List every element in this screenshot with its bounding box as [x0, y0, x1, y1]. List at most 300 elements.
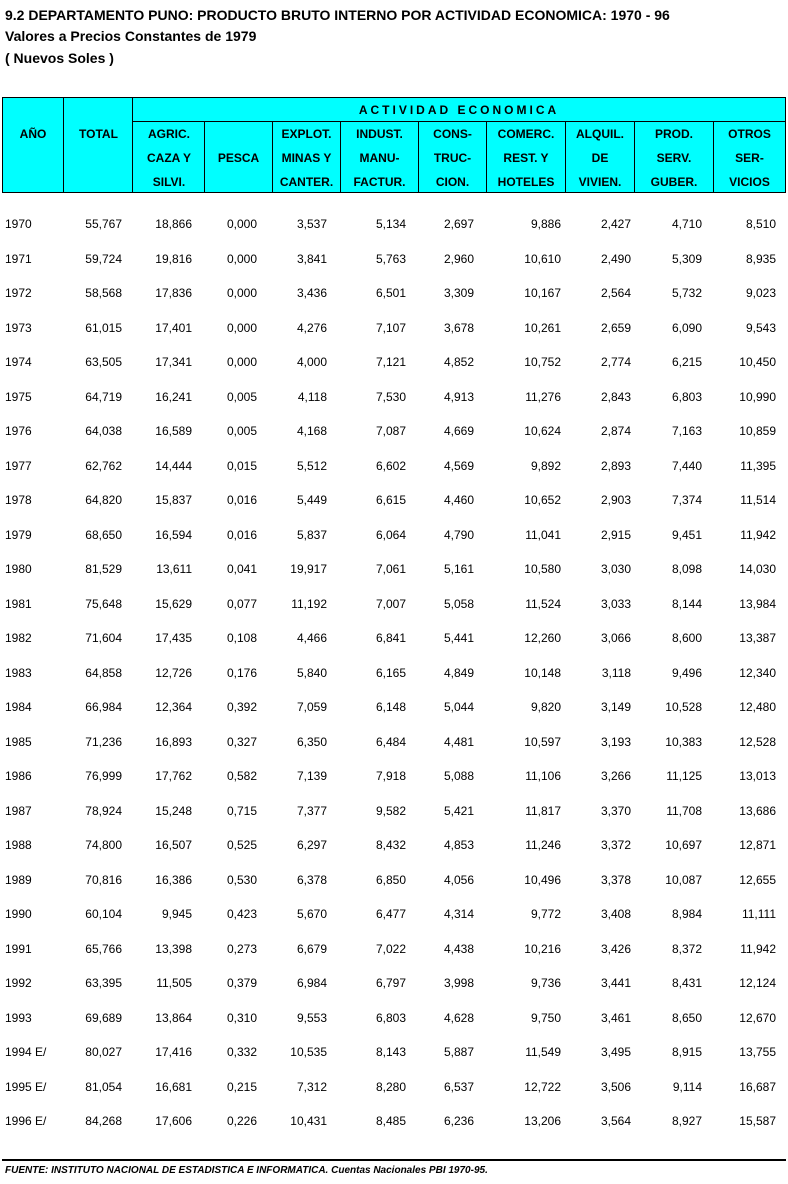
cell-indust: 6,501	[375, 286, 406, 300]
cell-explot: 10,535	[290, 1045, 327, 1059]
cell-explot: 7,377	[296, 803, 327, 818]
cell-otros: 8,510	[745, 217, 776, 231]
cell-explot: 6,297	[296, 838, 327, 852]
cell-otros: 14,030	[739, 562, 776, 576]
cell-pesca: 0,015	[226, 458, 257, 473]
cell-pesca: 0,226	[226, 1114, 257, 1128]
cell-construccion: 4,669	[443, 424, 474, 438]
cell-indust: 6,797	[375, 976, 406, 990]
cell-comerc: 9,736	[530, 976, 561, 990]
cell-prod-serv: 10,087	[665, 872, 702, 887]
cell-otros: 10,990	[739, 389, 776, 404]
cell-construccion: 3,998	[443, 976, 474, 990]
cell-year: 1978	[5, 493, 32, 507]
cell-comerc: 10,261	[524, 320, 561, 335]
cell-year: 1970	[5, 217, 32, 231]
cell-indust: 7,007	[375, 596, 406, 611]
cell-prod-serv: 10,697	[665, 838, 702, 852]
header-prod-serv: GUBER.	[650, 175, 698, 189]
cell-explot: 6,378	[296, 872, 327, 887]
cell-year: 1972	[5, 286, 32, 300]
cell-explot: 7,059	[296, 700, 327, 714]
cell-explot: 7,312	[296, 1079, 327, 1094]
cell-comerc: 13,206	[524, 1114, 561, 1128]
cell-explot: 4,118	[297, 389, 327, 404]
cell-comerc: 10,580	[524, 562, 561, 576]
group-label: ACTIVIDAD ECONOMICA	[358, 103, 560, 117]
cell-year: 1994 E/	[5, 1045, 47, 1059]
cell-total: 64,858	[85, 665, 122, 680]
cell-construccion: 4,628	[443, 1010, 474, 1025]
cell-pesca: 0,016	[226, 493, 257, 507]
cell-prod-serv: 8,915	[671, 1045, 702, 1059]
cell-comerc: 11,246	[525, 838, 561, 852]
cell-agric: 15,629	[155, 596, 192, 611]
cell-explot: 5,840	[296, 665, 327, 680]
cell-construccion: 4,853	[443, 838, 474, 852]
header-indust: INDUST.	[356, 127, 403, 141]
header-construccion: CION.	[435, 175, 470, 189]
cell-comerc: 10,597	[524, 734, 561, 749]
header-prod-serv: SERV.	[656, 151, 692, 165]
table-row	[0, 904, 788, 924]
cell-construccion: 5,044	[443, 700, 474, 714]
cell-comerc: 10,148	[524, 665, 561, 680]
cell-year: 1983	[5, 665, 32, 680]
table-row	[0, 352, 788, 372]
cell-pesca: 0,041	[226, 562, 257, 576]
cell-total: 70,816	[85, 872, 122, 887]
cell-comerc: 9,886	[530, 217, 561, 231]
cell-comerc: 9,892	[530, 458, 561, 473]
cell-alquil: 3,378	[600, 872, 631, 887]
cell-total: 55,767	[85, 217, 122, 231]
cell-pesca: 0,273	[226, 941, 257, 956]
cell-agric: 17,435	[155, 631, 192, 645]
header-indust: FACTUR.	[353, 175, 406, 189]
cell-total: 63,505	[85, 355, 122, 369]
cell-pesca: 0,392	[226, 700, 257, 714]
cell-prod-serv: 11,708	[666, 803, 702, 818]
cell-pesca: 0,108	[226, 631, 257, 645]
cell-total: 64,820	[85, 493, 122, 507]
cell-otros: 13,755	[739, 1045, 776, 1059]
cell-alquil: 3,441	[600, 976, 631, 990]
cell-pesca: 0,000	[226, 320, 257, 335]
cell-pesca: 0,310	[226, 1010, 257, 1025]
cell-prod-serv: 8,431	[671, 976, 702, 990]
table-row	[0, 387, 788, 407]
table-row	[0, 1077, 788, 1097]
cell-year: 1974	[5, 355, 32, 369]
table-row	[0, 283, 788, 303]
cell-construccion: 4,481	[443, 734, 474, 749]
cell-otros: 11,514	[740, 493, 776, 507]
cell-comerc: 10,652	[524, 493, 561, 507]
cell-comerc: 11,549	[525, 1045, 561, 1059]
cell-pesca: 0,016	[226, 527, 257, 542]
cell-pesca: 0,715	[226, 803, 257, 818]
cell-year: 1986	[5, 769, 32, 783]
cell-year: 1973	[5, 320, 32, 335]
cell-otros: 12,871	[739, 838, 776, 852]
header-agric: CAZA Y	[146, 151, 191, 165]
header-alquil: DE	[591, 151, 609, 165]
cell-agric: 14,444	[155, 458, 192, 473]
cell-construccion: 5,887	[443, 1045, 474, 1059]
cell-agric: 15,837	[155, 493, 192, 507]
cell-alquil: 3,118	[601, 665, 631, 680]
cell-comerc: 10,167	[524, 286, 561, 300]
cell-construccion: 4,438	[443, 941, 474, 956]
cell-pesca: 0,005	[226, 389, 257, 404]
cell-prod-serv: 8,372	[671, 941, 702, 956]
cell-prod-serv: 8,600	[671, 631, 702, 645]
table-row	[0, 835, 788, 855]
cell-otros: 13,686	[739, 803, 776, 818]
cell-construccion: 5,421	[443, 803, 474, 818]
cell-agric: 12,726	[155, 665, 192, 680]
cell-prod-serv: 9,114	[672, 1079, 702, 1094]
cell-comerc: 9,750	[530, 1010, 561, 1025]
cell-total: 81,054	[85, 1079, 122, 1094]
cell-explot: 3,436	[296, 286, 327, 300]
cell-total: 62,762	[85, 458, 122, 473]
cell-comerc: 9,820	[530, 700, 561, 714]
cell-pesca: 0,379	[226, 976, 257, 990]
cell-construccion: 5,058	[443, 596, 474, 611]
cell-comerc: 10,624	[524, 424, 561, 438]
cell-total: 78,924	[85, 803, 122, 818]
header-indust: MANU-	[359, 151, 400, 165]
cell-agric: 16,241	[155, 389, 192, 404]
header-comerc: REST. Y	[503, 151, 549, 165]
cell-prod-serv: 5,732	[671, 286, 702, 300]
cell-alquil: 3,193	[600, 734, 631, 749]
table-row	[0, 1008, 788, 1028]
table-row	[0, 870, 788, 890]
cell-indust: 6,484	[375, 734, 406, 749]
cell-prod-serv: 8,927	[671, 1114, 702, 1128]
cell-agric: 16,386	[155, 872, 192, 887]
cell-comerc: 11,276	[525, 389, 561, 404]
cell-agric: 16,589	[155, 424, 192, 438]
cell-prod-serv: 8,984	[671, 907, 702, 921]
cell-construccion: 4,849	[443, 665, 474, 680]
cell-indust: 6,803	[375, 1010, 406, 1025]
cell-explot: 6,984	[296, 976, 327, 990]
cell-explot: 4,168	[296, 424, 327, 438]
cell-agric: 17,401	[155, 320, 192, 335]
cell-year: 1988	[5, 838, 32, 852]
cell-total: 74,800	[85, 838, 122, 852]
cell-indust: 5,763	[375, 251, 406, 266]
cell-explot: 6,679	[296, 941, 327, 956]
header-pesca: PESCA	[217, 151, 260, 165]
table-header	[2, 97, 786, 193]
cell-construccion: 4,913	[443, 389, 474, 404]
cell-prod-serv: 5,309	[671, 251, 702, 266]
table-row	[0, 525, 788, 545]
table-row	[0, 732, 788, 752]
cell-pesca: 0,525	[226, 838, 257, 852]
title-block	[5, 5, 670, 69]
cell-indust: 7,121	[375, 355, 406, 369]
cell-pesca: 0,530	[226, 872, 257, 887]
cell-comerc: 12,722	[524, 1079, 561, 1094]
header-comerc: HOTELES	[497, 175, 555, 189]
cell-prod-serv: 7,163	[671, 424, 702, 438]
cell-agric: 16,594	[155, 527, 192, 542]
cell-pesca: 0,077	[226, 596, 257, 611]
cell-indust: 6,477	[375, 907, 406, 921]
cell-total: 64,719	[85, 389, 122, 404]
cell-otros: 11,395	[740, 458, 776, 473]
cell-pesca: 0,176	[226, 665, 257, 680]
cell-alquil: 2,659	[600, 320, 631, 335]
cell-year: 1977	[5, 458, 32, 473]
cell-alquil: 3,426	[600, 941, 631, 956]
cell-explot: 5,449	[296, 493, 327, 507]
cell-indust: 7,061	[375, 562, 406, 576]
cell-year: 1990	[5, 907, 32, 921]
cell-explot: 5,670	[296, 907, 327, 921]
cell-prod-serv: 7,440	[671, 458, 702, 473]
cell-alquil: 2,490	[600, 251, 631, 266]
cell-construccion: 2,697	[443, 217, 474, 231]
cell-otros: 11,942	[740, 527, 776, 542]
cell-otros: 12,340	[739, 665, 776, 680]
cell-otros: 11,111	[741, 907, 776, 921]
cell-otros: 12,124	[739, 976, 776, 990]
source-note: FUENTE: INSTITUTO NACIONAL DE ESTADISTICA E INFORMATICA. Cuentas Nacionales PBI 1970-95.	[5, 1165, 488, 1176]
cell-construccion: 3,678	[443, 320, 474, 335]
cell-explot: 4,276	[296, 320, 327, 335]
header-otros: SER-	[735, 151, 764, 165]
header-agric: AGRIC.	[148, 127, 190, 141]
cell-agric: 9,945	[161, 907, 192, 921]
cell-total: 80,027	[85, 1045, 122, 1059]
cell-prod-serv: 8,098	[671, 562, 702, 576]
cell-agric: 17,762	[155, 769, 192, 783]
cell-prod-serv: 7,374	[671, 493, 702, 507]
header-otros: OTROS	[728, 127, 771, 141]
cell-indust: 6,064	[375, 527, 406, 542]
cell-indust: 7,022	[375, 941, 406, 956]
cell-comerc: 10,496	[524, 872, 561, 887]
units-label: ( Nuevos Soles )	[5, 50, 114, 66]
cell-year: 1992	[5, 976, 32, 990]
cell-prod-serv: 9,496	[671, 665, 702, 680]
page-subtitle: Valores a Precios Constantes de 1979	[5, 28, 257, 44]
cell-comerc: 12,260	[524, 631, 561, 645]
cell-construccion: 5,088	[443, 769, 474, 783]
cell-pesca: 0,582	[226, 769, 257, 783]
cell-total: 71,236	[85, 734, 122, 749]
cell-indust: 6,841	[375, 631, 406, 645]
cell-agric: 19,816	[155, 251, 192, 266]
cell-alquil: 3,030	[600, 562, 631, 576]
table-row	[0, 939, 788, 959]
header-alquil: VIVIEN.	[578, 175, 622, 189]
cell-comerc: 11,106	[525, 769, 561, 783]
cell-agric: 17,416	[155, 1045, 192, 1059]
cell-indust: 6,615	[375, 493, 406, 507]
cell-construccion: 5,441	[443, 631, 474, 645]
cell-year: 1979	[5, 527, 32, 542]
cell-total: 58,568	[85, 286, 122, 300]
header-explot: CANTER.	[279, 175, 334, 189]
cell-otros: 13,387	[739, 631, 776, 645]
cell-otros: 16,687	[739, 1079, 776, 1094]
cell-otros: 9,543	[745, 320, 776, 335]
cell-total: 81,529	[85, 562, 122, 576]
cell-alquil: 3,408	[600, 907, 631, 921]
cell-total: 69,689	[85, 1010, 122, 1025]
cell-alquil: 3,266	[600, 769, 631, 783]
cell-agric: 17,606	[155, 1114, 192, 1128]
cell-pesca: 0,000	[226, 217, 257, 231]
cell-construccion: 6,537	[443, 1079, 474, 1094]
cell-alquil: 2,564	[600, 286, 631, 300]
cell-explot: 4,000	[296, 355, 327, 369]
cell-explot: 7,139	[296, 769, 327, 783]
cell-pesca: 0,332	[226, 1045, 257, 1059]
cell-comerc: 9,772	[530, 907, 561, 921]
table-row	[0, 594, 788, 614]
cell-indust: 7,107	[375, 320, 406, 335]
cell-prod-serv: 9,451	[671, 527, 702, 542]
cell-construccion: 4,790	[443, 527, 474, 542]
header-explot: MINAS Y	[281, 151, 332, 165]
cell-agric: 11,505	[156, 976, 192, 990]
cell-construccion: 3,309	[443, 286, 474, 300]
cell-otros: 11,942	[740, 941, 776, 956]
cell-total: 59,724	[85, 251, 122, 266]
table-row	[0, 318, 788, 338]
cell-agric: 12,364	[155, 700, 192, 714]
cell-construccion: 2,960	[443, 251, 474, 266]
header-total: TOTAL	[79, 127, 118, 141]
cell-indust: 9,582	[375, 803, 406, 818]
cell-indust: 8,485	[375, 1114, 406, 1128]
cell-explot: 19,917	[290, 562, 327, 576]
cell-comerc: 10,752	[524, 355, 561, 369]
table-row	[0, 249, 788, 269]
table-row	[0, 214, 788, 234]
header-construccion: CONS-	[433, 127, 472, 141]
cell-comerc: 10,610	[524, 251, 561, 266]
cell-otros: 15,587	[739, 1114, 776, 1128]
cell-prod-serv: 10,383	[665, 734, 702, 749]
cell-construccion: 5,161	[443, 562, 474, 576]
footer-divider	[2, 1159, 786, 1161]
cell-agric: 17,836	[155, 286, 192, 300]
cell-indust: 7,918	[375, 769, 406, 783]
cell-pesca: 0,327	[226, 734, 257, 749]
cell-alquil: 3,149	[600, 700, 631, 714]
cell-indust: 8,432	[375, 838, 406, 852]
cell-total: 64,038	[85, 424, 122, 438]
cell-construccion: 4,460	[443, 493, 474, 507]
cell-alquil: 3,066	[600, 631, 631, 645]
cell-year: 1985	[5, 734, 32, 749]
cell-indust: 8,143	[375, 1045, 406, 1059]
cell-total: 60,104	[85, 907, 122, 921]
cell-alquil: 2,915	[600, 527, 631, 542]
cell-explot: 3,537	[296, 217, 327, 231]
cell-explot: 9,553	[296, 1010, 327, 1025]
cell-otros: 9,023	[745, 286, 776, 300]
cell-alquil: 3,506	[600, 1079, 631, 1094]
cell-construccion: 6,236	[443, 1114, 474, 1128]
cell-otros: 13,984	[739, 596, 776, 611]
cell-otros: 12,670	[739, 1010, 776, 1025]
cell-construccion: 4,314	[443, 907, 474, 921]
cell-prod-serv: 8,650	[671, 1010, 702, 1025]
cell-agric: 13,864	[155, 1010, 192, 1025]
header-alquil: ALQUIL.	[576, 127, 624, 141]
cell-year: 1981	[5, 596, 32, 611]
cell-otros: 12,655	[739, 872, 776, 887]
cell-year: 1984	[5, 700, 32, 714]
cell-alquil: 3,495	[600, 1045, 631, 1059]
cell-alquil: 2,893	[600, 458, 631, 473]
cell-comerc: 11,524	[525, 596, 561, 611]
cell-total: 76,999	[85, 769, 122, 783]
cell-total: 63,395	[85, 976, 122, 990]
header-prod-serv: PROD.	[654, 127, 693, 141]
cell-explot: 11,192	[291, 596, 327, 611]
cell-year: 1989	[5, 872, 32, 887]
cell-prod-serv: 4,710	[671, 217, 702, 231]
cell-total: 75,648	[85, 596, 122, 611]
cell-alquil: 2,774	[600, 355, 631, 369]
cell-alquil: 3,461	[600, 1010, 631, 1025]
cell-pesca: 0,005	[226, 424, 257, 438]
cell-comerc: 10,216	[524, 941, 561, 956]
cell-year: 1982	[5, 631, 32, 645]
cell-explot: 4,466	[296, 631, 327, 645]
cell-otros: 12,480	[739, 700, 776, 714]
table-row	[0, 628, 788, 648]
cell-total: 68,650	[85, 527, 122, 542]
cell-year: 1987	[5, 803, 32, 818]
header-explot: EXPLOT.	[281, 127, 332, 141]
cell-otros: 10,450	[739, 355, 776, 369]
cell-otros: 10,859	[739, 424, 776, 438]
table-row	[0, 697, 788, 717]
header-construccion: TRUC-	[433, 151, 472, 165]
cell-agric: 16,507	[155, 838, 192, 852]
header-agric: SILVI.	[152, 175, 186, 189]
cell-indust: 6,148	[375, 700, 406, 714]
cell-agric: 17,341	[155, 355, 192, 369]
cell-alquil: 2,903	[600, 493, 631, 507]
cell-agric: 18,866	[155, 217, 192, 231]
cell-agric: 13,398	[155, 941, 192, 956]
header-otros: VICIOS	[729, 175, 770, 189]
cell-total: 66,984	[85, 700, 122, 714]
cell-construccion: 4,852	[443, 355, 474, 369]
table-row	[0, 1111, 788, 1131]
cell-year: 1980	[5, 562, 32, 576]
page-title: 9.2 DEPARTAMENTO PUNO: PRODUCTO BRUTO INTERNO POR ACTIVIDAD ECONOMICA: 1970 - 96	[5, 7, 670, 23]
cell-alquil: 3,033	[600, 596, 631, 611]
cell-indust: 8,280	[375, 1079, 406, 1094]
cell-otros: 13,013	[739, 769, 776, 783]
cell-comerc: 11,041	[525, 527, 561, 542]
